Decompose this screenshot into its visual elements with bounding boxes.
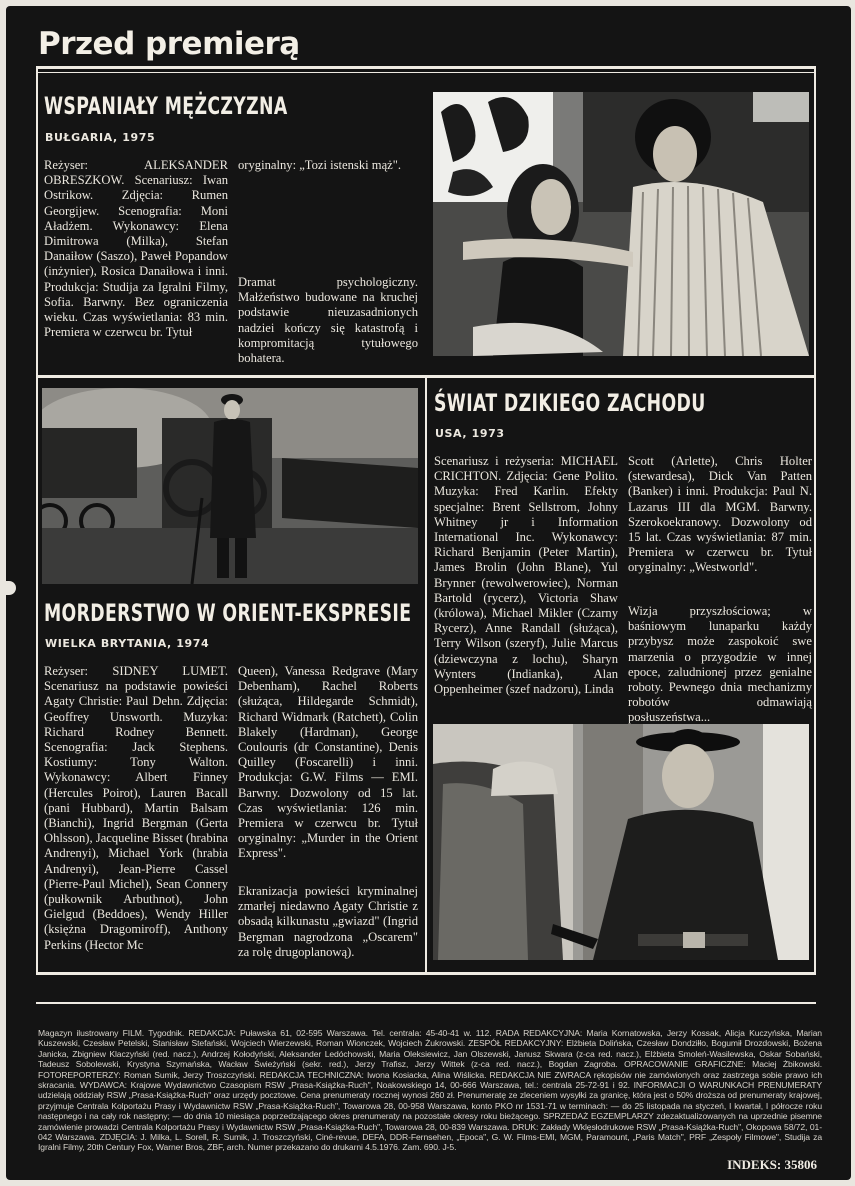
top-rule (36, 66, 816, 69)
article-2-column-1: Scenariusz i reżyseria: MICHAEL CRICHTON. Zdjęcia: Gene Polito. Muzyka: Fred Karlin. Efekty specjalne: Brent Sellstrom, Johny Whitney jr i Information International Inc. Wykonawcy: Richard Benjamin (Peter Martin), James Brolin (John Blane), Yul Brynner (rewolwerowiec), Norman Bartold (rycerz), Victoria Shaw (królowa), Michael Mikler (Czarny Rycerz), Anne Randall (służąca), Terry Wilson (szeryf), Julie Marcus (dziewczyna z lochu), Sharyn Wynters (Indianka), Alan Oppenheimer (szef nadzoru), Linda (434, 454, 618, 697)
film-still-train-image (42, 388, 418, 584)
article-3-photo (42, 388, 418, 584)
page-tear (6, 581, 16, 595)
article-1-column-2b: Dramat psychologiczny. Małżeństwo budowane na kruchej podstawie nieuzasadnionych nadziei kończy się katastrofą i kompromitacją tytułowego bohatera. (238, 275, 418, 366)
footer-rule (36, 1002, 816, 1004)
article-1-column-1: Reżyser: ALEKSANDER OBRESZKOW. Scenariusz: Iwan Ostrikow. Zdjęcia: Rumen Georgijew. Scenografia: Moni Aładżem. Wykonawcy: Elena Dimitrowa (Milka), Stefan Danaiłow (Saszo), Paweł Popandow (inżynier), Rosica Danaiłowa i inni. Produkcja: Studija za Igralni Filmy, Sofia. Barwny. Bez ograniczenia wieku. Czas wyświetlania: 83 min. Premiera w czerwcu br. Tytuł (44, 158, 228, 340)
section-title: Przed premierą (38, 26, 300, 62)
left-frame-rule (36, 66, 38, 974)
column-divider-rule (425, 378, 427, 974)
article-1-column-2a: oryginalny: „Tozi istenski mąż". (238, 158, 402, 172)
article-2-photo (433, 724, 809, 960)
article-3-title: MORDERSTWO W ORIENT-EKSPRESIE (44, 599, 412, 627)
middle-rule-right (426, 375, 816, 378)
top-rule-thin (36, 72, 816, 73)
article-3-column-1: Reżyser: SIDNEY LUMET. Scenariusz na podstawie powieści Agaty Christie: Paul Dehn. Zdjęcia: Geoffrey Unsworth. Muzyka: Richard Rodney Bennett. Scenografia: Jack Stephens. Kostiumy: Tony Walton. Wykonawcy: Albert Finney (Hercules Poirot), Lauren Bacall (pani Hubbard), Martin Balsam (Bianchi), Ingrid Bergman (Gerta Ohlsson), Jacqueline Bisset (hrabina Andrenyi), Michael York (hrabia Andrenyi), Jean-Pierre Cassel (Pierre-Paul Michel), Sean Connery (pułkownik Arbuthnot), John Gielgud (Beddoes), Wendy Hiller (księżna Dragomiroff), Anthony Perkins (Hector Mc (44, 664, 228, 952)
film-still-drama-image (433, 92, 809, 356)
article-3-column-2a: Queen), Vanessa Redgrave (Mary Debenham), Rachel Roberts (służąca, Hildegarde Schmidt), Richard Widmark (Ratchett), Colin Blakely (Hardman), George Coulouris (dr Constantine), Denis Quilley (Foscarelli) i inni. Produkcja: G.W. Films — EMI. Barwny. Dozwolony od 15 lat. Czas wyświetlania: 126 min. Premiera w czerwcu br. Tytuł oryginalny: „Murder in the Orient Express". (238, 664, 418, 861)
article-1-photo (433, 92, 809, 356)
article-2-column-2a: Scott (Arlette), Chris Holter (stewardesa), Dick Van Patten (Banker) i inni. Produkcja: Paul N. Lazarus III dla MGM. Barwny. Szerokoekranowy. Dozwolony od 15 lat. Czas wyświetlania: 87 min. Premiera w czerwcu br. Tytuł oryginalny: „Westworld". (628, 454, 812, 575)
middle-rule (36, 375, 426, 378)
article-2-title: ŚWIAT DZIKIEGO ZACHODU (434, 389, 706, 417)
article-2-column-2b: Wizja przyszłościowa; w baśniowym lunaparku każdy przybysz może zaspokoić swe marzenia o przygodzie w innej epoce, zaludnionej przez genialne roboty. Pewnego dnia mechanizmy robotów odmawiają posłuszeństwa... (628, 604, 812, 725)
article-2-country: USA, 1973 (435, 427, 505, 440)
article-3-column-2b: Ekranizacja powieści kryminalnej zmarłej niedawno Agaty Christie z obsadą kilkunastu „gwiazd" (Ingrid Bergman nagrodzona „Oscarem" za rolę drugoplanową). (238, 884, 418, 959)
magazine-page (6, 6, 851, 1180)
article-1-title: WSPANIAŁY MĘŻCZYZNA (44, 92, 288, 120)
index-number: INDEKS: 35806 (727, 1157, 817, 1172)
article-3-country: WIELKA BRYTANIA, 1974 (45, 637, 210, 650)
film-still-cowboy-image (433, 724, 809, 960)
right-frame-rule (814, 66, 816, 974)
article-1-country: BUŁGARIA, 1975 (45, 131, 156, 144)
imprint-text: Magazyn ilustrowany FILM. Tygodnik. REDAKCJA: Puławska 61, 02-595 Warszawa. Tel. centrala: 45-40-41 w. 112. RADA REDAKCYJNA: Maria Kornatowska, Jerzy Kossak, Alicja Kuczyńska, Marian Kuszewski, Czesław Petelski, Stanisław Stefański, Wojciech Wierzewski, Roman Wionczek, Wojciech Żukrowski. ZESPÓŁ REDAKCYJNY: Elżbieta Dolińska, Czesław Dondziłło, Bogumił Drozdowski, Bożena Janicka, Zbigniew Klaczyński (red. nacz.), Andrzej Kołodyński, Aleksander Ledóchowski, Maria Oleksiewicz, Jan Olszewski, Janusz Skwara (z-ca red. nacz.), Elżbieta Smoleń-Wasilewska, Oskar Sobański, Tadeusz Sobolewski, Krystyna Szymańska, Wacław Świeżyński (sekr. red.), Jerzy Trafisz, Jerzy Wittek (z-ca red. nacz.), Bogdan Zagroba. OPRACOWANIE GRAFICZNE: Maciej Żbikowski. FOTOREPORTERZY: Roman Sumik, Jerzy Troszczyński. REDAKCJA TECHNICZNA: Iwona Kosiacka, Alina Wiślicka. REDAKCJA NIE ZWRACA rękopisów nie zamówionych oraz zastrzega sobie prawo ich skracania. WYDAWCA: Krajowe Wydawnictwo Czasopism RSW „Prasa-Książka-Ruch", Noakowskiego 14, 00-666 Warszawa, tel.: centrala 25-72-91 i 92. INFORMACJI O WARUNKACH PRENUMERATY udzielają oddziały RSW „Prasa-Książka-Ruch" oraz urzędy pocztowe. Cena prenumeraty rocznej wynosi 260 zł. Prenumeratę ze zleceniem wysyłki za granicę, która jest o 50% droższa od prenumeraty krajowej, przyjmuje Centrala Kolportażu Prasy i Wydawnictw RSW „Prasa-Książka-Ruch", Towarowa 28, 00-958 Warszawa, konto PKO nr 1531-71 w terminach: — do 25 listopada na styczeń, I kwartał, I półrocze roku następnego i na cały rok następny; — do dnia 10 miesiąca poprzedzającego okres prenumeraty na pozostałe okresy roku bieżącego. SPRZEDAŻ EGZEMPLARZY zdezaktualizowanych na uprzednie pisemne zamówienie prowadzi Centrala Kolportażu Prasy i Wydawnictw RSW „Prasa-Książka-Ruch", Towarowa 28, 00-839 Warszawa. DRUK: Zakłady Wklęsłodrukowe RSW „Prasa-Książka-Ruch", Okopowa 58/72, 01-042 Warszawa. ZDJĘCIA: J. Milka, L. Sorell, R. Sumik, J. Troszczyński, Ciné-revue, DEFA, DDR-Fernsehen, „Epoca", G. W. Films-EMI, MGM, Paramount, „Paris Match", PRF „Zespoły Filmowe", Studija za Igralni Filmy, 20th Century Fox, Warner Bros, ZBF, arch. Numer przekazano do drukarni 4.5.1976. Zam. 690. J-5. (38, 1028, 822, 1153)
